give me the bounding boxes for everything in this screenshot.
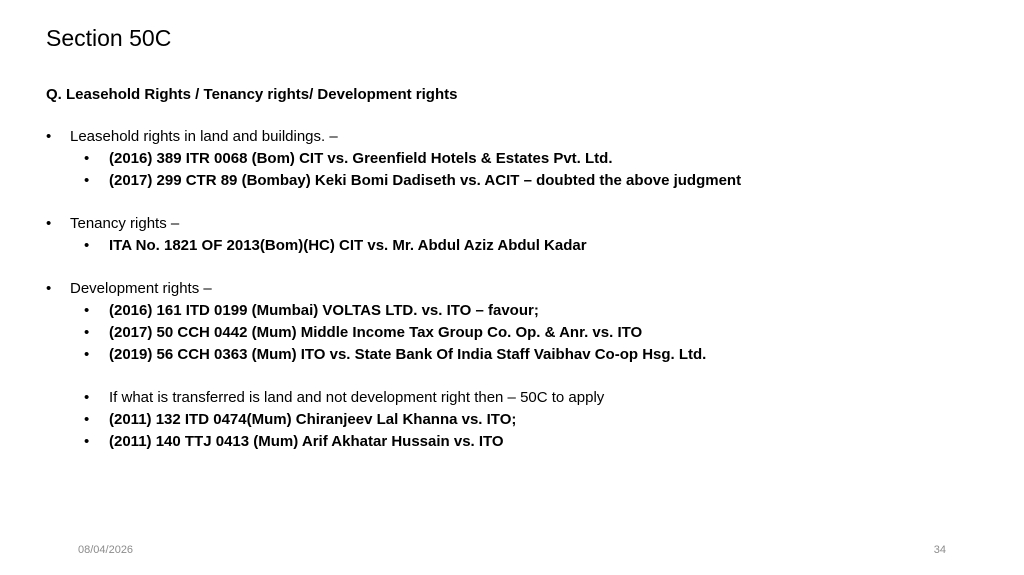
bullet-icon: • — [84, 389, 90, 406]
bullet-tenancy-rights — [46, 213, 986, 235]
case-citation — [46, 170, 986, 192]
bullet-icon: • — [84, 324, 90, 341]
question-heading: Q. Leasehold Rights / Tenancy rights/ Development rights — [46, 86, 458, 103]
citation-text: (2011) 132 ITD 0474(Mum) Chiranjeev Lal Khanna vs. ITO; — [109, 411, 517, 428]
bullet-icon: • — [84, 433, 90, 450]
citation-text: (2016) 389 ITR 0068 (Bom) CIT vs. Greenfield Hotels & Estates Pvt. Ltd. — [109, 150, 613, 167]
citation-text: ITA No. 1821 OF 2013(Bom)(HC) CIT vs. Mr. Abdul Aziz Abdul Kadar — [109, 237, 587, 254]
citation-text: (2019) 56 CCH 0363 (Mum) ITO vs. State Bank Of India Staff Vaibhav Co-op Hsg. Ltd. — [109, 346, 707, 363]
citation-text: (2016) 161 ITD 0199 (Mumbai) VOLTAS LTD. vs. ITO – favour; — [109, 302, 539, 319]
bullet-development-rights — [46, 278, 986, 300]
slide-title: Section 50C — [46, 25, 172, 51]
bullet-icon: • — [84, 172, 90, 189]
case-citation — [46, 322, 986, 344]
case-citation — [46, 409, 986, 431]
case-citation — [46, 235, 986, 257]
bullet-text: Tenancy rights – — [70, 215, 180, 232]
footer-date: 08/04/2026 — [78, 544, 134, 556]
bullet-text: Leasehold rights in land and buildings. – — [70, 128, 338, 145]
note-land-transfer — [46, 387, 986, 409]
bullet-text: Development rights – — [70, 280, 212, 297]
citation-text: (2011) 140 TTJ 0413 (Mum) Arif Akhatar Hussain vs. ITO — [109, 433, 504, 450]
bullet-leasehold-rights — [46, 126, 986, 148]
bullet-icon: • — [84, 411, 90, 428]
bullet-icon: • — [46, 215, 52, 232]
citation-text: (2017) 299 CTR 89 (Bombay) Keki Bomi Dadiseth vs. ACIT – doubted the above judgment — [109, 172, 742, 189]
bullet-icon: • — [84, 237, 90, 254]
case-citation — [46, 148, 986, 170]
bullet-icon: • — [46, 128, 52, 145]
case-citation — [46, 431, 986, 453]
case-citation — [46, 300, 986, 322]
footer-page-number: 34 — [933, 544, 946, 556]
bullet-icon: • — [84, 302, 90, 319]
case-citation — [46, 344, 986, 366]
bullet-icon: • — [84, 150, 90, 167]
note-text: If what is transferred is land and not development right then – 50C to apply — [109, 389, 605, 406]
bullet-icon: • — [46, 280, 52, 297]
bullet-icon: • — [84, 346, 90, 363]
citation-text: (2017) 50 CCH 0442 (Mum) Middle Income Tax Group Co. Op. & Anr. vs. ITO — [109, 324, 643, 341]
slide-body — [46, 85, 986, 453]
